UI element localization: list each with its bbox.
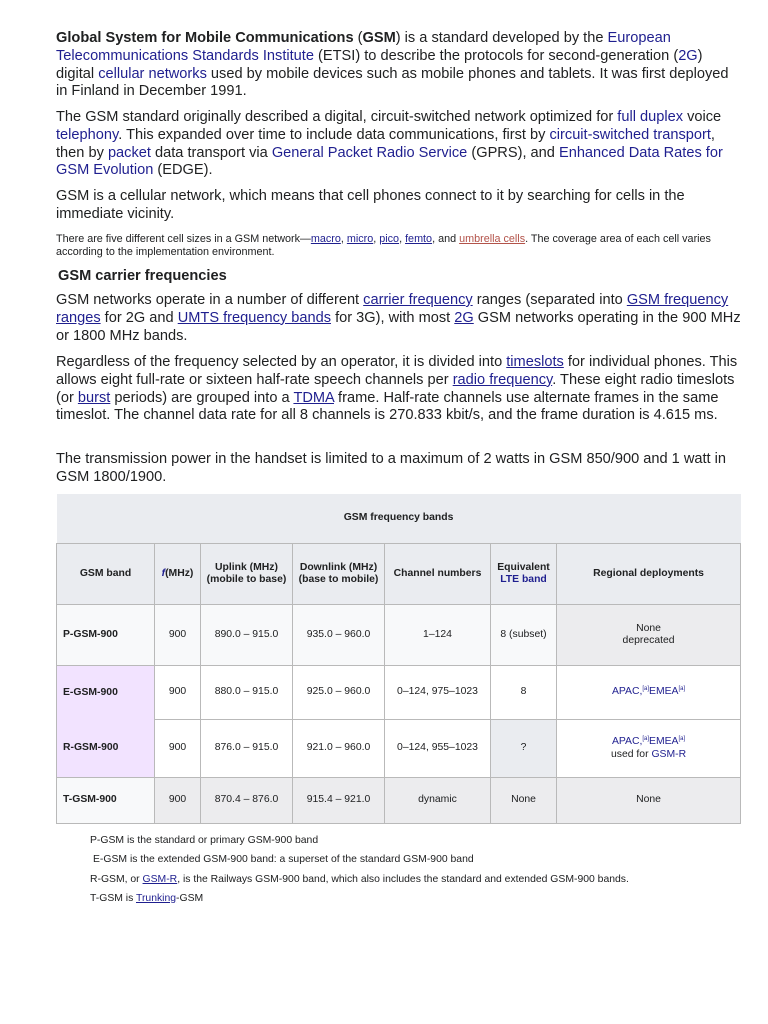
lte-equivalent: ? bbox=[491, 720, 557, 778]
downlink-range: 935.0 – 960.0 bbox=[293, 605, 385, 666]
table-caption: GSM frequency bands bbox=[57, 494, 741, 544]
intro-paragraph: Global System for Mobile Communications (GSM) is a standard developed by the European Telecommunications Standards Institute (ETSI) to describe the protocols for second-generation (2G) digital cellular networks used by mobile devices such as mobile phones and tablets. It was first deployed in Finland in December 1991. bbox=[56, 30, 729, 100]
footnote-r-gsm: R-GSM, or GSM-R, is the Railways GSM-900 band, which also includes the standard and extended GSM-900 bands. bbox=[90, 874, 629, 885]
reference-marker[interactable]: [a] bbox=[678, 736, 686, 743]
apac-link[interactable]: APAC, bbox=[611, 686, 643, 698]
reference-marker[interactable]: [a] bbox=[642, 736, 650, 743]
header-channel-numbers: Channel numbers bbox=[385, 544, 491, 605]
full-duplex-link[interactable]: full duplex bbox=[617, 109, 684, 125]
regional-deployment bbox=[557, 666, 741, 720]
header-gsm-band: GSM band bbox=[57, 544, 155, 605]
gsm-r-footnote-link[interactable]: GSM-R bbox=[142, 874, 178, 885]
lte-equivalent: None bbox=[491, 778, 557, 824]
table-row bbox=[57, 605, 741, 666]
table-row bbox=[57, 666, 741, 720]
channel-numbers: 1–124 bbox=[385, 605, 491, 666]
downlink-range: 915.4 – 921.0 bbox=[293, 778, 385, 824]
table-row bbox=[57, 778, 741, 824]
carrier-frequency-link[interactable]: carrier frequency bbox=[363, 292, 473, 308]
band-name: P-GSM-900 bbox=[57, 605, 155, 666]
regional-deployment: None bbox=[557, 778, 741, 824]
lte-band-link[interactable]: LTE band bbox=[500, 574, 547, 585]
gsm-frequency-table bbox=[56, 494, 741, 824]
footnote-e-gsm: E-GSM is the extended GSM-900 band: a superset of the standard GSM-900 band bbox=[93, 854, 474, 865]
lte-equivalent: 8 (subset) bbox=[491, 605, 557, 666]
band-frequency: 900 bbox=[155, 778, 201, 824]
standard-paragraph: The GSM standard originally described a digital, circuit-switched network optimized for full duplex voice telephony. This expanded over time to include data communications, first by circuit-switched transport, then by packet data transport via General Packet Radio Service (GPRS), and Enhanced Data Rates for GSM Evolution (EDGE). bbox=[56, 109, 723, 179]
power-paragraph: The transmission power in the handset is limited to a maximum of 2 watts in GSM 850/900 and 1 watt in GSM 1800/1900. bbox=[56, 451, 727, 485]
pico-link[interactable]: pico bbox=[379, 233, 400, 245]
band-frequency: 900 bbox=[155, 720, 201, 778]
channel-numbers: 0–124, 975–1023 bbox=[385, 666, 491, 720]
umts-bands-link[interactable]: UMTS frequency bands bbox=[177, 309, 332, 326]
regional-deployment: APAC,[a]EMEA[a] used for GSM-R bbox=[557, 720, 741, 778]
macro-link[interactable]: macro bbox=[310, 233, 341, 245]
footnote-p-gsm: P-GSM is the standard or primary GSM-900 band bbox=[90, 835, 319, 846]
cellular-paragraph: GSM is a cellular network, which means that cell phones connect to it by searching for cells in the immediate vicinity. bbox=[56, 188, 685, 222]
telephony-link[interactable]: telephony bbox=[56, 126, 119, 143]
timeslots-link[interactable]: timeslots bbox=[506, 354, 564, 370]
burst-link[interactable]: burst bbox=[77, 389, 111, 406]
uplink-range: 890.0 – 915.0 bbox=[201, 605, 293, 666]
circuit-switched-link[interactable]: circuit-switched transport bbox=[549, 126, 711, 143]
table-row bbox=[57, 720, 741, 778]
radio-frequency-link[interactable]: radio frequency bbox=[452, 371, 553, 388]
band-frequency: 900 bbox=[155, 666, 201, 720]
emea-link[interactable]: EMEA bbox=[649, 686, 679, 698]
channel-numbers: 0–124, 955–1023 bbox=[385, 720, 491, 778]
uplink-range: 876.0 – 915.0 bbox=[201, 720, 293, 778]
carrier-paragraph: GSM networks operate in a number of different carrier frequency ranges (separated into GSM frequency ranges for 2G and UMTS frequency bands for 3G), with most 2G GSM networks operating in the 900 MHz or 1800 MHz bands. bbox=[56, 292, 741, 344]
emea-link[interactable]: EMEA bbox=[649, 736, 679, 748]
header-uplink: Uplink (MHz) (mobile to base) bbox=[201, 544, 293, 605]
band-name: T-GSM-900 bbox=[57, 778, 155, 824]
downlink-range: 921.0 – 960.0 bbox=[293, 720, 385, 778]
gsm-abbr: GSM bbox=[362, 30, 396, 46]
micro-link[interactable]: micro bbox=[346, 233, 374, 245]
header-downlink: Downlink (MHz) (base to mobile) bbox=[293, 544, 385, 605]
lte-equivalent: 8 bbox=[491, 666, 557, 720]
table-header-row bbox=[57, 544, 741, 605]
timeslots-paragraph: Regardless of the frequency selected by an operator, it is divided into timeslots for individual phones. This allows eight full-rate or sixteen half-rate speech channels per radio frequency. These eight radio timeslots (or burst periods) are grouped into a TDMA frame. Half-rate channels use alternate frames in the same timeslot. The channel data rate for all 8 channels is 270.833 kbit/s, and the frame duration is 4.615 ms. bbox=[56, 354, 738, 424]
apac-link[interactable]: APAC, bbox=[611, 736, 643, 748]
trunking-link[interactable]: Trunking bbox=[136, 893, 177, 904]
tdma-link[interactable]: TDMA bbox=[293, 389, 334, 406]
etsi-link[interactable]: European Telecommunications Standards Institute bbox=[56, 30, 671, 64]
gsm-r-link[interactable]: GSM-R bbox=[651, 748, 687, 760]
packet-link[interactable]: packet bbox=[107, 144, 151, 161]
header-frequency: f(MHz) bbox=[155, 544, 201, 605]
gsm-frequency-ranges-link[interactable]: GSM frequency ranges bbox=[56, 292, 729, 326]
band-name: E-GSM-900 bbox=[57, 666, 155, 720]
header-equivalent-lte: Equivalent LTE band bbox=[491, 544, 557, 605]
section-heading: GSM carrier frequencies bbox=[58, 268, 227, 284]
2g-link-section[interactable]: 2G bbox=[454, 309, 474, 326]
2g-link[interactable]: 2G bbox=[678, 47, 698, 64]
femto-link[interactable]: femto bbox=[405, 233, 433, 245]
uplink-range: 880.0 – 915.0 bbox=[201, 666, 293, 720]
reference-marker[interactable]: [a] bbox=[642, 686, 650, 693]
umbrella-cells-link[interactable]: umbrella cells bbox=[459, 233, 526, 245]
footnote-t-gsm: T-GSM is Trunking-GSM bbox=[90, 893, 204, 904]
regional-deployment: None deprecated bbox=[557, 605, 741, 666]
gprs-link[interactable]: General Packet Radio Service bbox=[271, 144, 468, 161]
downlink-range: 925.0 – 960.0 bbox=[293, 666, 385, 720]
channel-numbers: dynamic bbox=[385, 778, 491, 824]
reference-marker[interactable]: [a] bbox=[678, 686, 686, 693]
band-frequency: 900 bbox=[155, 605, 201, 666]
frequency-symbol-link[interactable]: f bbox=[161, 567, 166, 579]
header-regional: Regional deployments bbox=[557, 544, 741, 605]
band-name: R-GSM-900 bbox=[57, 720, 155, 778]
uplink-range: 870.4 – 876.0 bbox=[201, 778, 293, 824]
cellular-networks-link[interactable]: cellular networks bbox=[98, 65, 207, 82]
cell-sizes-note: There are five different cell sizes in a GSM network—macro, micro, pico, femto, and umbrella cells. The coverage area of each cell varies according to the implementation environment. bbox=[56, 233, 711, 259]
edge-link[interactable]: Enhanced Data Rates for GSM Evolution bbox=[56, 144, 723, 179]
gsm-term: Global System for Mobile Communications bbox=[56, 30, 354, 46]
